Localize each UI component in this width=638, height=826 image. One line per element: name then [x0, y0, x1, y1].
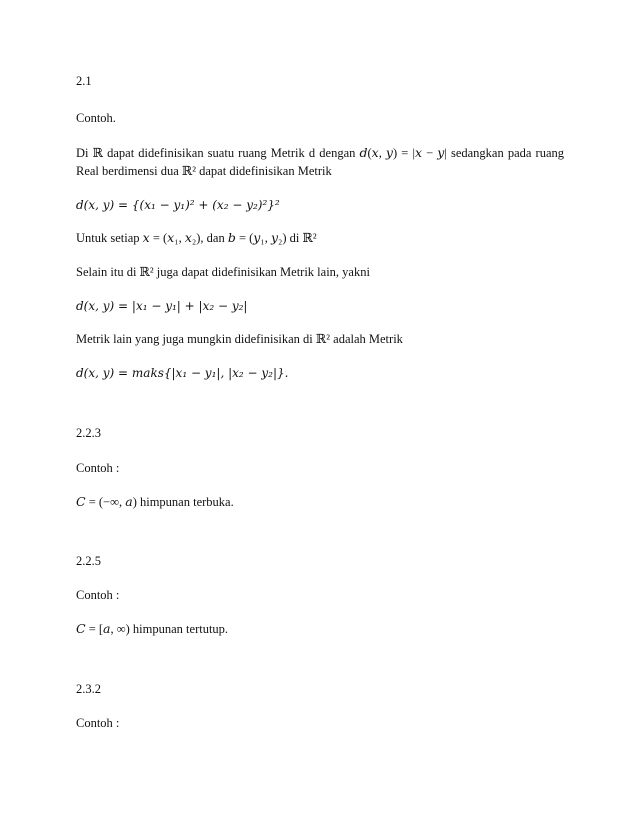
paragraph-line: 𝐶 = (−∞, 𝑎) himpunan terbuka. — [76, 495, 234, 509]
example-label: Contoh : — [76, 461, 120, 475]
paragraph-line: 𝐶 = [𝑎, ∞) himpunan tertutup. — [76, 622, 229, 636]
equation: 𝑑(𝑥, 𝑦) = |𝑥₁ − 𝑦₁| + |𝑥₂ − 𝑦₂| — [76, 299, 248, 313]
section-heading-2-2-5: 2.2.5 — [76, 554, 101, 568]
paragraph-line: Untuk setiap 𝑥 = (𝑥₁, 𝑥₂), dan 𝑏 = (𝑦₁, 𝑦₂) di ℝ² — [76, 231, 317, 245]
example-label: Contoh. — [76, 111, 116, 125]
section-heading-2-1: 2.1 — [76, 74, 92, 88]
paragraph-line: Di ℝ dapat didefinisikan suatu ruang Metrik d dengan 𝑑(𝑥, 𝑦) = |𝑥 − 𝑦| sedangkan pada ruang — [76, 146, 564, 160]
paragraph-line: Real berdimensi dua ℝ² dapat didefinisikan Metrik — [76, 164, 332, 178]
example-label: Contoh : — [76, 716, 120, 730]
section-heading-2-2-3: 2.2.3 — [76, 426, 101, 440]
paragraph-line: Selain itu di ℝ² juga dapat didefinisikan Metrik lain, yakni — [76, 265, 370, 279]
equation: 𝑑(𝑥, 𝑦) = maks{|𝑥₁ − 𝑦₁|, |𝑥₂ − 𝑦₂|}. — [76, 366, 289, 380]
section-heading-2-3-2: 2.3.2 — [76, 682, 101, 696]
equation: 𝑑(𝑥, 𝑦) = {(𝑥₁ − 𝑦₁)² + (𝑥₂ − 𝑦₂)²}² — [76, 198, 280, 212]
example-label: Contoh : — [76, 588, 120, 602]
paragraph-line: Metrik lain yang juga mungkin didefinisikan di ℝ² adalah Metrik — [76, 332, 403, 346]
